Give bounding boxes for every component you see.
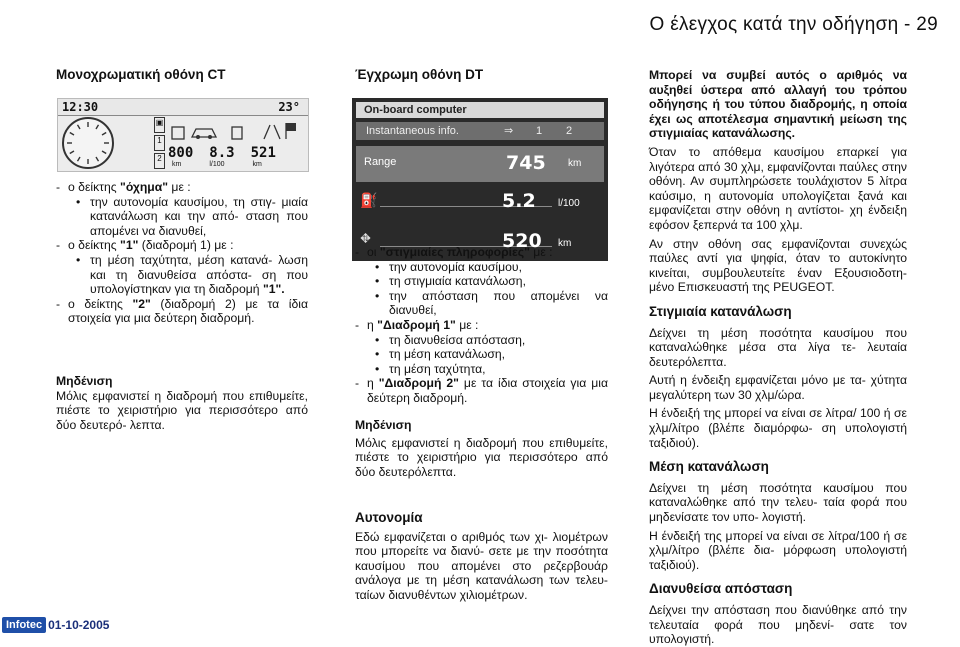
page-header: Ο έλεγχος κατά την οδήγηση - 29	[649, 14, 938, 35]
ct-pictograms	[170, 121, 300, 141]
dt-screen-illustration	[352, 98, 608, 261]
paragraph: Αν στην οθόνη σας εμφανίζονται συνεχώς παύλες αντί για ψηφία, όταν το αυτοκίνητο κινείται, συμβουλευτείτε έναν Εξουσιοδοτη- μένο Επισκευαστή της PEUGEOT.	[649, 236, 907, 295]
ct-top-bar	[58, 99, 308, 116]
paragraph: Όταν το απόθεμα καυσίμου επαρκεί για λιγότερα από 30 χλμ, εμφανίζονται παύλες στην οθόνη. Αν συμπληρώσετε τουλάχιστον 5 λίτρα καύσιμο, η αυτονομία υπολογίζεται ξανά και εμφανίζεται στην οθόνη η αντίστοι- χη ένδειξη εφόσον ξεπερνά τα 100 χλμ.	[649, 144, 907, 232]
list-item: - η "Διαδρομή 1" με :	[355, 317, 479, 332]
dt-arrow-icon: ⇒	[504, 125, 514, 137]
list-item: • τη μέση ταχύτητα, μέση κατανά- λωση και τη διανυθείσα απόστα- ση που υπολογίστηκαν για τη διαδρομή "1".	[76, 252, 308, 297]
ct-unit-3: km	[252, 161, 262, 168]
ct-value-range: 800	[168, 145, 194, 161]
dt-consumption-value: 5.2	[502, 190, 536, 212]
paragraph: Δείχνει την απόσταση που διανύθηκε από την τελευταία φορά που μηδενί- σατε τον υπολογιστή.	[649, 603, 907, 647]
list-item: • την απόσταση που απομένει να διανυθεί,	[375, 288, 608, 318]
list-item: • τη στιγμιαία κατανάλωση,	[375, 274, 526, 289]
autonomy-text: Εδώ εμφανίζεται ο αριθμός των χι- λιομέτρων που μπορείτε να διανύ- σετε με την ποσότητα καυσίμου που απομένει στο ρεζερβουάρ ανάλογα με τη μέση κατανάλωση των τελευ- ταίων διανυθέντων χιλιομέτρων.	[355, 529, 608, 602]
ct-screen-illustration	[57, 98, 309, 172]
list-item: • τη μέση ταχύτητα,	[375, 361, 486, 376]
list-item: • τη μέση κατανάλωση,	[375, 347, 506, 362]
ct-tab-indicators	[154, 117, 165, 169]
ct-tab-2: 2	[154, 153, 165, 169]
list-item: - ο δείκτης "όχημα" με :	[56, 180, 191, 194]
column-monochrome	[56, 68, 308, 91]
list-item: • τη διανυθείσα απόσταση,	[375, 332, 526, 347]
dt-title-bar: On-board computer	[356, 102, 604, 118]
reset-heading: Μηδένιση	[355, 418, 412, 432]
section-heading-dt: Έγχρωμη οθόνη DT	[355, 67, 484, 82]
ct-clock-readout: 12:30	[62, 100, 99, 114]
dt-range-unit: km	[568, 158, 582, 169]
dt-info-bar	[356, 122, 604, 140]
paragraph: Αυτή η ένδειξη εμφανίζεται μόνο με τα- χύτητα μεγαλύτερη των 30 χλμ/ώρα.	[649, 373, 907, 402]
intro-note: Μπορεί να συμβεί αυτός ο αριθμός να αυξηθεί ύστερα από αλλαγή του τρόπου οδήγησης ή του τύπου διαδρομής, η οποία έχει ως αποτέλεσμα σημαντική μείωση της στιγμιαίας κατανάλωσης.	[649, 68, 907, 141]
reset-text: Μόλις εμφανιστεί η διαδρομή που επιθυμείτε, πιέστε το χειριστήριο για περισσότερο από δύο δευτερό- λεπτα.	[56, 388, 308, 432]
list-item: • την αυτονομία καυσίμου, τη στιγ- μιαία κατανάλωση και την από- σταση που απομένει να διανυθεί,	[76, 194, 308, 238]
list-item: - η "Διαδρομή 2" με τα ίδια στοιχεία για μια δεύτερη διαδρομή.	[355, 376, 608, 405]
list-item: - ο δείκτης "2" (διαδρομή 2) με τα ίδια στοιχεία για μια δεύτερη διαδρομή.	[56, 296, 308, 326]
ct-reset-section	[56, 374, 308, 432]
column-color	[355, 68, 608, 91]
ct-values	[168, 145, 276, 161]
paragraph: Η ένδειξή της μπορεί να είναι σε λίτρα/ 100 ή σε χλμ/λίτρο (βλέπε διαμόρφω- ση υπολογιστή ταξιδιού).	[649, 406, 907, 450]
dt-pump-icon: ⛽	[360, 192, 378, 208]
analog-clock-icon	[62, 117, 114, 169]
footer	[2, 617, 109, 633]
autonomy-heading: Αυτονομία	[355, 510, 423, 525]
ct-tab-car-icon: ▣	[154, 117, 165, 133]
list-item: • την αυτονομία καυσίμου,	[375, 259, 522, 274]
list-item: - οι "στιγμιαίες πληροφορίες" με :	[355, 245, 553, 259]
ct-temperature-readout: 23°	[278, 100, 300, 114]
ct-value-consumption: 8.3	[209, 145, 235, 161]
ct-value-distance: 521	[250, 145, 276, 161]
dt-range-panel	[356, 146, 604, 182]
dt-info-label: Instantaneous info.	[366, 125, 459, 137]
ct-tab-1: 1	[154, 135, 165, 151]
paragraph: Δείχνει τη μέση ποσότητα καυσίμου που καταναλώθηκε μέσα στα λίγα τε- λευταία δευτερόλεπτα.	[649, 325, 907, 369]
reset-text: Μόλις εμφανιστεί η διαδρομή που επιθυμείτε, πιέστε το χειριστήριο για περισσότερο από δύο δευτερόλεπτα.	[355, 435, 608, 479]
instant-consumption-heading: Στιγμιαία κατανάλωση	[649, 303, 792, 319]
list-item: - ο δείκτης "1" (διαδρομή 1) με :	[56, 238, 234, 253]
reset-heading: Μηδένιση	[56, 374, 113, 388]
footer-date: 01-10-2005	[48, 618, 110, 632]
infotec-logo: Infotec	[2, 617, 46, 633]
dt-tab-1: 1	[536, 125, 543, 137]
autonomy-section	[355, 511, 608, 603]
ct-units	[172, 161, 262, 168]
ct-description-list	[56, 180, 308, 326]
dt-description-list	[355, 245, 608, 406]
dt-consumption-unit: l/100	[558, 198, 580, 209]
dt-range-label: Range	[364, 156, 397, 168]
distance-travelled-heading: Διανυθείσα απόσταση	[649, 581, 793, 597]
ct-unit-2: l/100	[209, 161, 225, 168]
column-right	[649, 68, 907, 647]
dt-road-icon: ⛖	[360, 230, 372, 246]
dt-distance-value: 520	[502, 230, 542, 252]
section-heading-ct: Μονοχρωματική οθόνη CT	[56, 67, 226, 82]
dt-reset-section	[355, 418, 608, 479]
dt-tab-2: 2	[566, 125, 573, 137]
dt-distance-unit: km	[558, 238, 572, 249]
paragraph: Δείχνει τη μέση ποσότητα καυσίμου που καταναλώθηκε από την τελευ- ταία φορά που μηδενίσατε τον υπο- λογιστή.	[649, 480, 907, 525]
dt-range-value: 745	[506, 152, 546, 174]
average-consumption-heading: Μέση κατανάλωση	[649, 459, 769, 475]
ct-unit-1: km	[172, 161, 182, 168]
paragraph: Η ένδειξή της μπορεί να είναι σε λίτρα/100 ή σε χλμ/λίτρο (βλέπε δια- μόρφωση υπολογιστή ταξιδιού).	[649, 528, 907, 572]
